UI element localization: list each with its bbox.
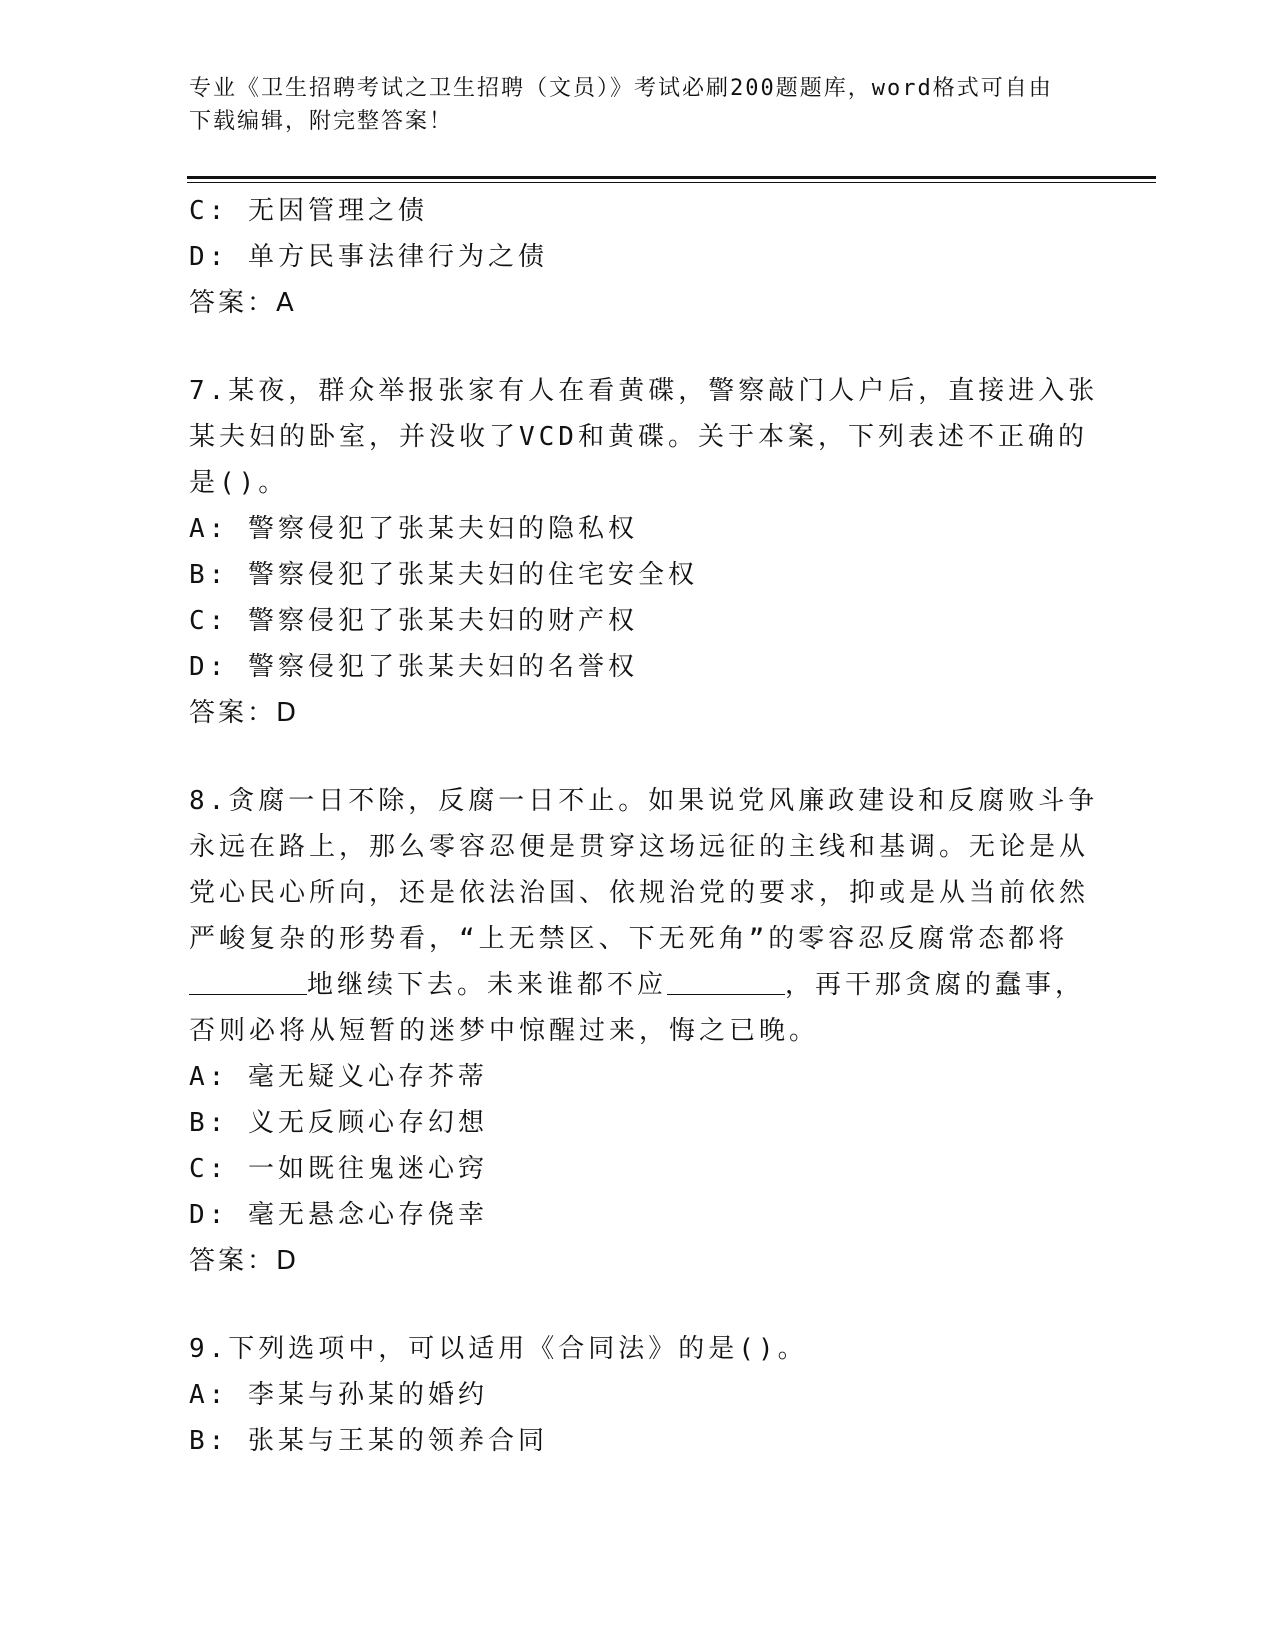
option-c: C: 一如既往鬼迷心窍 <box>189 1154 488 1184</box>
answer: 答案：D <box>189 1246 300 1276</box>
blank-line-part2: ，再干那贪腐的蠢事， <box>785 970 1086 1000</box>
question-stem-line: 否则必将从短暂的迷梦中惊醒过来，悔之已晚。 <box>189 1016 820 1046</box>
question-stem-line: 是()。 <box>189 468 289 498</box>
option-d: D: 警察侵犯了张某夫妇的名誉权 <box>189 652 638 682</box>
question-stem-line: 严峻复杂的形势看，“上无禁区、下无死角”的零容忍反腐常态都将 <box>189 924 1069 954</box>
option-b: B: 张某与王某的领养合同 <box>189 1426 548 1456</box>
option-a: A: 警察侵犯了张某夫妇的隐私权 <box>189 514 638 544</box>
option-a: A: 毫无疑义心存芥蒂 <box>189 1062 488 1092</box>
option-d: D: 毫无悬念心存侥幸 <box>189 1200 488 1230</box>
document-header: 专业《卫生招聘考试之卫生招聘（文员）》考试必刷200题题库，word格式可自由下载编辑，附完整答案！ <box>189 76 1053 134</box>
question-stem-line: 8.贪腐一日不除，反腐一日不止。如果说党风廉政建设和反腐败斗争 <box>189 786 1099 816</box>
question-7 <box>189 368 1099 736</box>
option-a: A: 李某与孙某的婚约 <box>189 1380 488 1410</box>
header-rule-thin <box>187 182 1156 183</box>
option-b: B: 义无反顾心存幻想 <box>189 1108 488 1138</box>
option-b: B: 警察侵犯了张某夫妇的住宅安全权 <box>189 560 698 590</box>
answer: 答案：D <box>189 698 300 728</box>
question-6-tail <box>189 188 1069 326</box>
question-stem-blank-line <box>189 962 1086 1008</box>
option-c: C: 无因管理之债 <box>189 196 428 226</box>
question-stem-line: 某夫妇的卧室，并没收了VCD和黄碟。关于本案，下列表述不正确的 <box>189 422 1088 452</box>
option-d: D: 单方民事法律行为之债 <box>189 242 548 272</box>
header-rule-thick <box>187 176 1156 179</box>
fill-blank-2 <box>667 964 785 995</box>
question-9 <box>189 1326 1069 1464</box>
blank-line-part1: 地继续下去。未来谁都不应 <box>307 970 668 1000</box>
question-stem-line: 永远在路上，那么零容忍便是贯穿这场远征的主线和基调。无论是从 <box>189 832 1090 862</box>
fill-blank-1 <box>189 964 307 995</box>
answer: 答案：A <box>189 288 297 318</box>
question-stem-line: 党心民心所向，还是依法治国、依规治党的要求，抑或是从当前依然 <box>189 878 1090 908</box>
question-content <box>189 188 1099 1464</box>
option-c: C: 警察侵犯了张某夫妇的财产权 <box>189 606 638 636</box>
question-8 <box>189 778 1099 1284</box>
question-stem-line: 9.下列选项中，可以适用《合同法》的是()。 <box>189 1334 808 1364</box>
question-stem-line: 7.某夜，群众举报张家有人在看黄碟，警察敲门人户后，直接进入张 <box>189 376 1099 406</box>
